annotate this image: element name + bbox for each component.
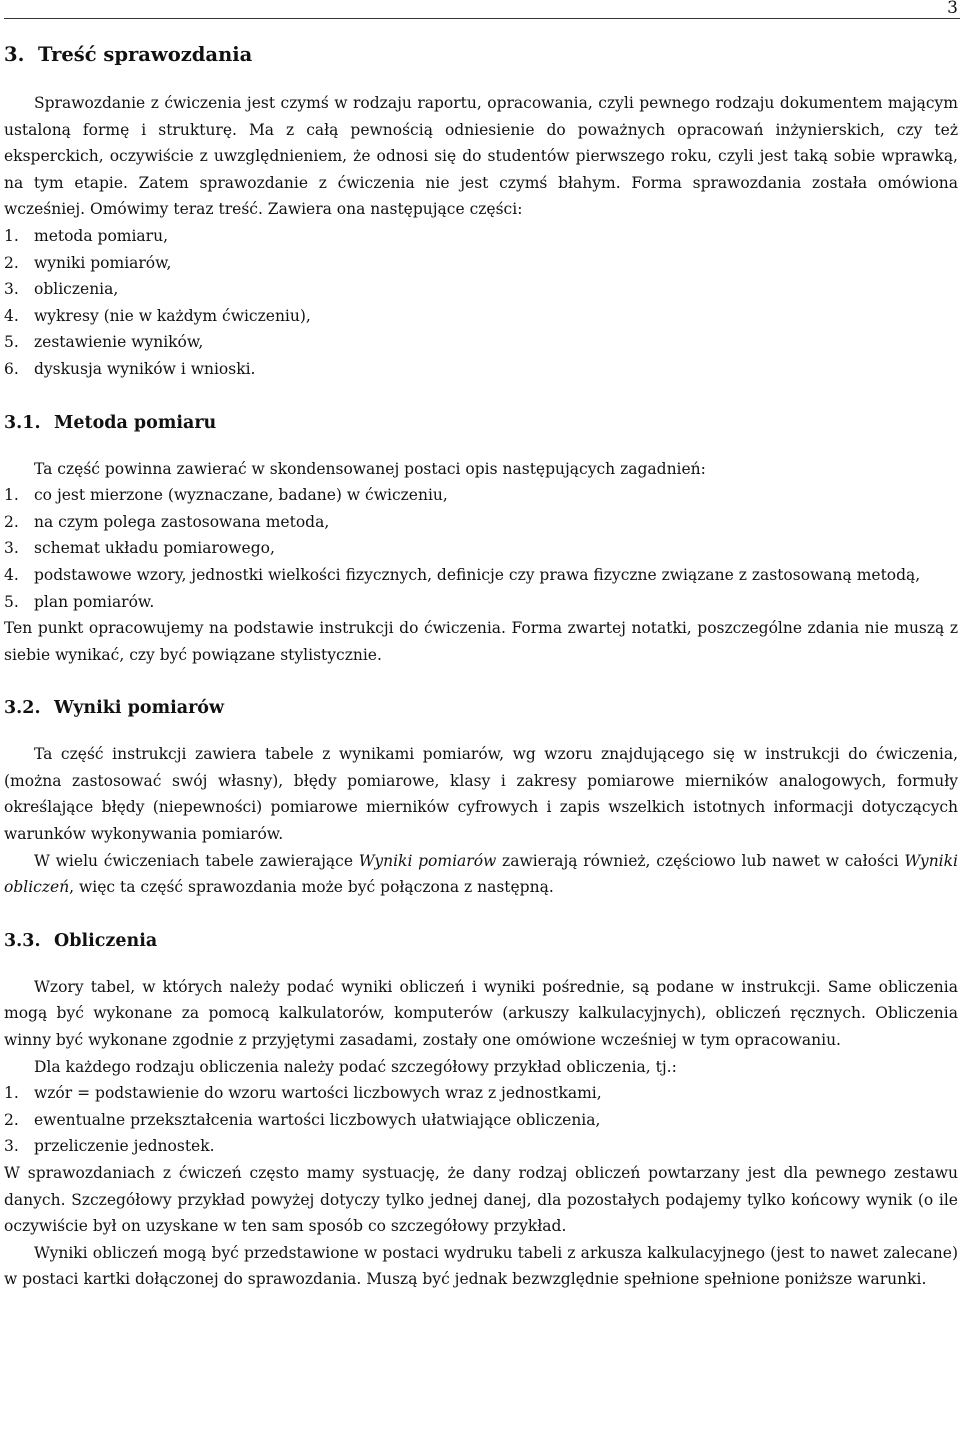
method-outro-paragraph: Ten punkt opracowujemy na podstawie instrukcji do ćwiczenia. Forma zwartej notatki, poszczególne zdania nie muszą z siebie wynikać, czy być powiązane stylistycznie. bbox=[4, 619, 958, 664]
list-item: 3. przeliczenie jednostek. bbox=[4, 1137, 215, 1156]
list-item: 1. wzór = podstawienie do wzoru wartości liczbowych wraz z jednostkami, bbox=[4, 1084, 602, 1103]
calculation-steps-list bbox=[4, 1080, 958, 1160]
list-item: 6. dyskusja wyników i wnioski. bbox=[4, 359, 256, 378]
list-item: 2. ewentualne przekształcenia wartości liczbowych ułatwiające obliczenia, bbox=[4, 1110, 601, 1129]
subsection-heading-method: 3.1. Metoda pomiaru bbox=[4, 412, 217, 433]
list-item: 4. podstawowe wzory, jednostki wielkości fizycznych, definicje czy prawa fizyczne związane z zastosowaną metodą, bbox=[4, 565, 921, 584]
results-paragraph-1: Ta część instrukcji zawiera tabele z wynikami pomiarów, wg wzoru znajdującego się w instrukcji do ćwiczenia, (można zastosować swój własny), błędy pomiarowe, klasy i zakresy pomiarowe mierników analogowych, formuły określające błędy (niepewności) pomiarowe mierników cyfrowych i zapis wszelkich istotnych informacji dotyczących warunków wykonywania pomiarów. bbox=[4, 745, 958, 844]
list-item: 3. obliczenia, bbox=[4, 280, 119, 299]
list-item: 5. plan pomiarów. bbox=[4, 592, 155, 611]
parts-list bbox=[4, 223, 958, 383]
list-item: 4. wykresy (nie w każdym ćwiczeniu), bbox=[4, 306, 311, 325]
section-heading bbox=[4, 40, 958, 70]
list-item: 1. metoda pomiaru, bbox=[4, 226, 168, 245]
header-rule bbox=[4, 18, 960, 19]
subsection-heading-results: 3.2. Wyniki pomiarów bbox=[4, 698, 225, 719]
method-intro-paragraph: Ta część powinna zawierać w skondensowanej postaci opis następujących zagadnień: bbox=[34, 459, 706, 478]
list-item: 3. schemat układu pomiarowego, bbox=[4, 539, 275, 558]
list-item: 2. wyniki pomiarów, bbox=[4, 253, 172, 272]
method-topics-list bbox=[4, 482, 958, 615]
list-item: 5. zestawienie wyników, bbox=[4, 333, 204, 352]
section-intro-paragraph: Sprawozdanie z ćwiczenia jest czymś w rodzaju raportu, opracowania, czyli pewnego rodzaju dokumentem mającym ustaloną formę i strukturę. Ma z całą pewnością odniesienie do poważnych opracowań inżynierskich, czy też eksperckich, oczywiście z uwzględnieniem, że odnosi się do studentów pierwszego roku, czyli jest taką sobie wprawką, na tym etapie. Zatem sprawozdanie z ćwiczenia nie jest czymś błahym. Forma sprawozdania została omówiona wcześniej. Omówimy teraz treść. Zawiera ona następujące części: bbox=[4, 94, 958, 219]
section-number: 3. bbox=[4, 43, 25, 66]
calculations-paragraph-4: Wyniki obliczeń mogą być przedstawione w postaci wydruku tabeli z arkusza kalkulacyjnego (jest to nawet zalecane) w postaci kartki dołączonej do sprawozdania. Muszą być jednak bezwzględnie spełnione spełnione poniższe warunki. bbox=[4, 1243, 958, 1289]
page-content bbox=[4, 40, 958, 1293]
section-title: Treść sprawozdania bbox=[38, 43, 253, 66]
calculations-paragraph-2: Dla każdego rodzaju obliczenia należy podać szczegółowy przykład obliczenia, tj.: bbox=[34, 1057, 677, 1076]
calculations-paragraph-3: W sprawozdaniach z ćwiczeń często mamy systuację, że dany rodzaj obliczeń powtarzany jest dla pewnego zestawu danych. Szczegółowy przykład powyżej dotyczy tylko jednej danej, dla pozostałych podajemy tylko końcowy wynik (o ile oczywiście był on uzyskane w ten sam sposób co szczegółowy przykład. bbox=[4, 1164, 958, 1236]
calculations-paragraph-1: Wzory tabel, w których należy podać wyniki obliczeń i wyniki pośrednie, są podane w instrukcji. Same obliczenia mogą być wykonane za pomocą kalkulatorów, komputerów (arkuszy kalkulacyjnych), obliczeń ręcznych. Obliczenia winny być wykonane zgodnie z przyjętymi zasadami, zostały one omówione wcześniej w tym opracowaniu. bbox=[4, 977, 958, 1050]
list-item: 2. na czym polega zastosowana metoda, bbox=[4, 512, 330, 531]
list-item: 1. co jest mierzone (wyznaczane, badane) w ćwiczeniu, bbox=[4, 486, 448, 505]
subsection-heading-calculations: 3.3. Obliczenia bbox=[4, 930, 158, 951]
results-paragraph-2: W wielu ćwiczeniach tabele zawierające Wyniki pomiarów zawierają również, częściowo lub nawet w całości Wyniki obliczeń, więc ta część sprawozdania może być połączona z następną. bbox=[4, 851, 958, 897]
page-number: 3 bbox=[947, 0, 958, 18]
